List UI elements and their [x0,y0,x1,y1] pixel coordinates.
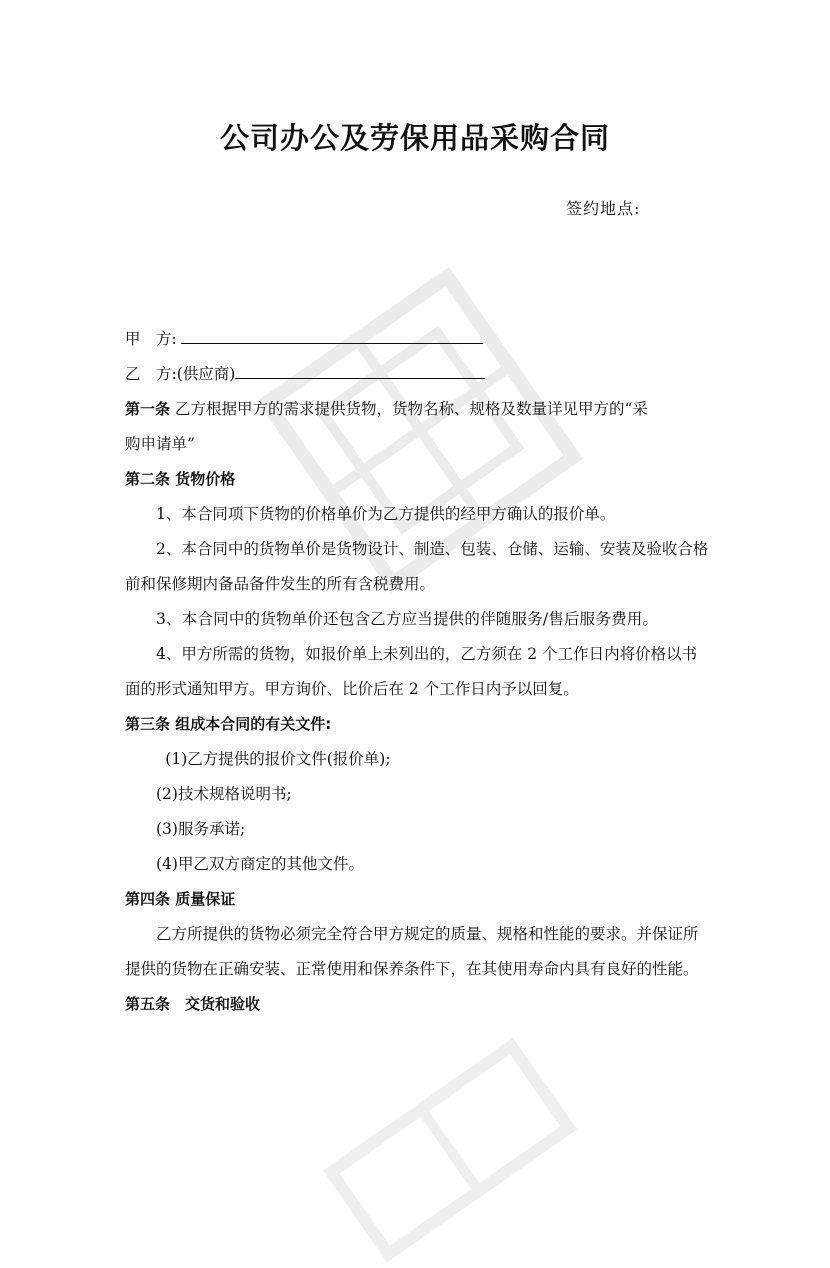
article-4-heading: 第四条 质量保证 [125,890,236,908]
article-3-doc-3: (3)服务承诺; [156,820,246,838]
watermark-stamp-bottom [317,1032,582,1268]
party-b-blank[interactable] [235,360,485,379]
article-1 [125,392,710,427]
article-3-doc-1: (1)乙方提供的报价文件(报价单); [165,750,391,768]
article-3-doc-4: (4)甲乙双方商定的其他文件。 [156,855,364,873]
article-1-text-line2: 购申请单” [125,435,195,453]
sign-place-label: 签约地点: [566,199,641,218]
party-a-label: 甲 方: [125,330,177,348]
party-b-label: 乙 方: [125,365,177,383]
contract-body [125,322,710,1022]
article-2-item-4: 4、甲方所需的货物，如报价单上未列出的，乙方须在 2 个工作日内将价格以书面的形式通知甲方。甲方询价、比价后在 2 个工作日内予以回复。 [125,645,698,698]
party-a-line [125,322,710,357]
article-2-item-1: 1、本合同项下货物的价格单价为乙方提供的经甲方确认的报价单。 [156,505,616,523]
party-b-note: (供应商) [176,365,236,383]
article-3-doc-2: (2)技术规格说明书; [156,785,292,803]
article-1-heading: 第一条 [125,400,171,418]
article-2-item-2: 2、本合同中的货物单价是货物设计、制造、包装、仓储、运输、安装及验收合格前和保修期内备品备件发生的所有含税费用。 [125,540,709,593]
article-4-text: 乙方所提供的货物必须完全符合甲方规定的质量、规格和性能的要求。并保证所提供的货物在正确安装、正常使用和保养条件下，在其使用寿命内具有良好的性能。 [125,925,699,978]
page-title: 公司办公及劳保用品采购合同 [219,121,610,155]
article-5-heading: 第五条 交货和验收 [125,995,261,1013]
article-3-heading: 第三条 组成本合同的有关文件: [125,715,332,733]
party-a-blank[interactable] [181,325,483,344]
article-2-heading: 第二条 货物价格 [125,470,236,488]
article-1-text-line1: 乙方根据甲方的需求提供货物，货物名称、规格及数量详见甲方的“采 [174,400,648,418]
article-2-item-3: 3、本合同中的货物单价还包含乙方应当提供的伴随服务/售后服务费用。 [156,610,659,628]
party-b-line [125,357,710,392]
